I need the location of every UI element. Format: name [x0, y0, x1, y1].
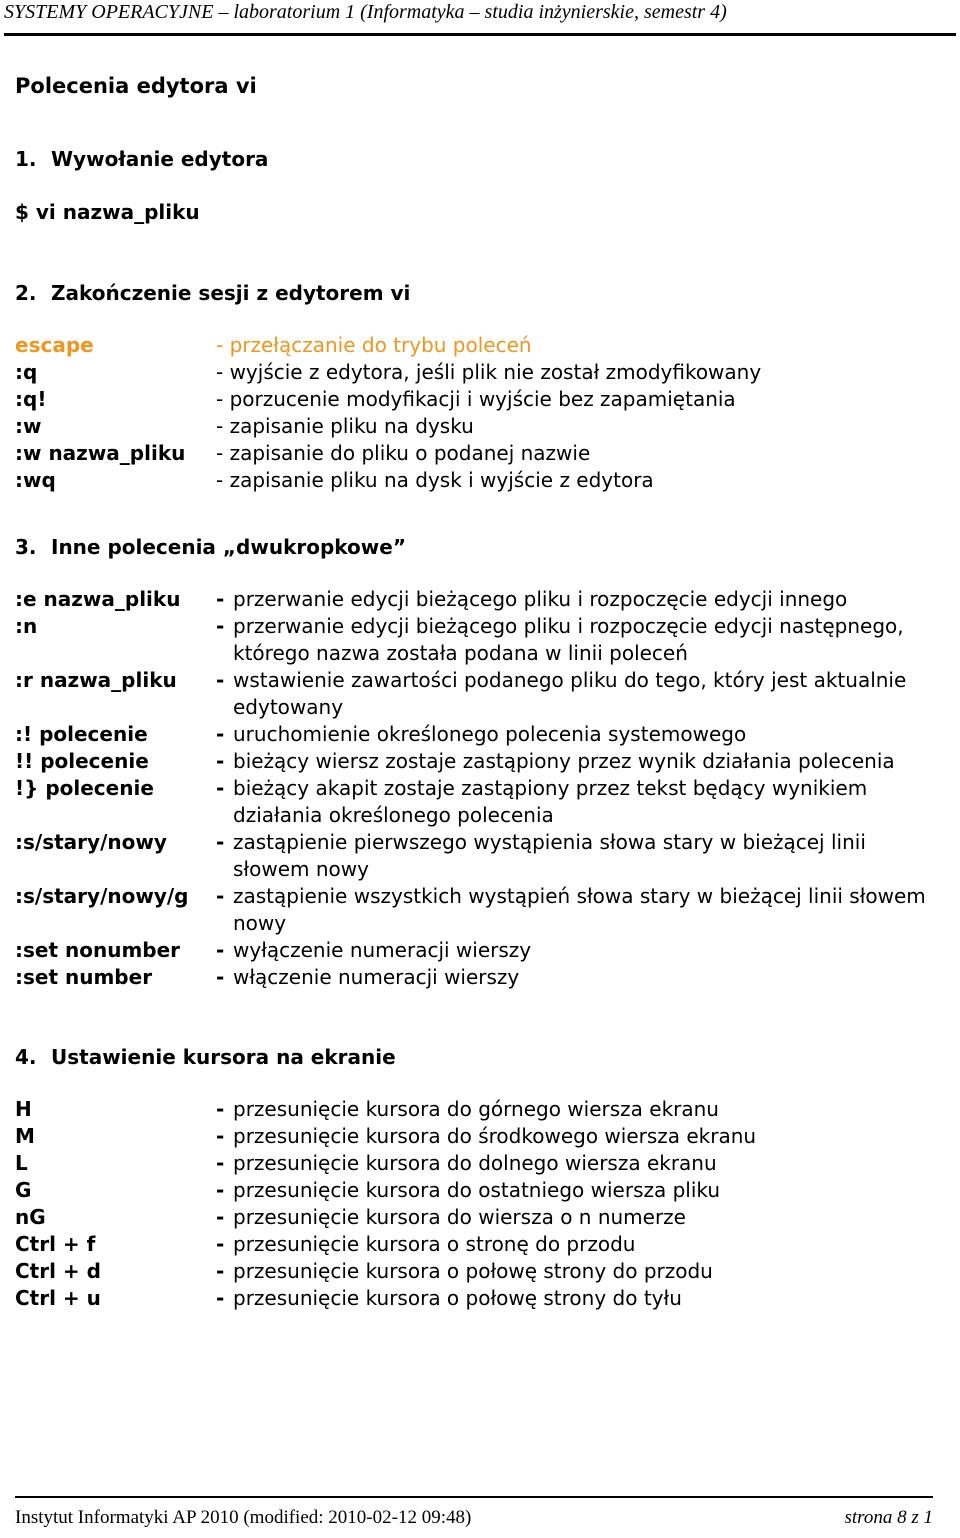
section-2-title: Zakończenie sesji z edytorem vi — [51, 281, 411, 305]
command-row — [15, 359, 955, 386]
command-key: !} polecenie — [15, 776, 154, 800]
description-text: przerwanie edycji bieżącego pliku i rozpoczęcie edycji innego — [233, 587, 848, 611]
description-continuation: działania określonego polecenia — [233, 803, 554, 827]
footer-page-number: strona 8 z 1 — [844, 1507, 933, 1528]
running-header-text: SYSTEMY OPERACYJNE – laboratorium 1 (Informatyka – studia inżynierskie, semestr 4) — [4, 1, 727, 23]
command-row — [15, 667, 955, 721]
command-key: :set number — [15, 965, 153, 989]
description-text: przesunięcie kursora o połowę strony do przodu — [233, 1259, 713, 1283]
section-2-heading — [15, 278, 955, 308]
description-continuation: którego nazwa została podana w linii poleceń — [233, 641, 688, 665]
dash-marker: - — [216, 938, 225, 962]
command-description — [216, 1231, 955, 1258]
dash-marker: - — [216, 1178, 225, 1202]
command-row — [15, 467, 955, 494]
dash-marker: - — [216, 830, 225, 854]
command-row — [15, 721, 955, 748]
section-1-title: Wywołanie edytora — [51, 147, 269, 171]
dash-marker: - — [216, 1205, 225, 1229]
running-header — [4, 0, 956, 36]
dash-marker: - — [216, 776, 225, 800]
command-row — [15, 1177, 955, 1204]
dash-marker: - — [216, 1124, 225, 1148]
command-description — [216, 1096, 955, 1123]
dash-marker: - — [216, 1097, 225, 1121]
description-text: bieżący akapit zostaje zastąpiony przez tekst będący wynikiem — [233, 776, 868, 800]
command-description — [216, 667, 955, 721]
command-description — [216, 829, 955, 883]
command-key: !! polecenie — [15, 749, 149, 773]
command-description — [216, 775, 955, 829]
invoke-command: $ vi nazwa_pliku — [15, 200, 200, 224]
command-description — [216, 1258, 955, 1285]
command-key: Ctrl + d — [15, 1259, 101, 1283]
dash-marker: - — [216, 749, 225, 773]
command-row — [15, 1204, 955, 1231]
command-key: :q! — [15, 387, 47, 411]
command-key: :set nonumber — [15, 938, 181, 962]
section-1-number: 1. — [15, 147, 37, 171]
command-description — [216, 613, 955, 667]
header-rule — [4, 33, 956, 36]
dash-marker: - — [216, 722, 225, 746]
footer-institute: Instytut Informatyki AP 2010 (modified: 2010-02-12 09:48) — [15, 1507, 472, 1528]
command-key: :n — [15, 614, 38, 638]
dash-marker: - — [216, 884, 225, 908]
command-key: :r nazwa_pliku — [15, 668, 177, 692]
section-4-number: 4. — [15, 1045, 37, 1069]
description-text: przesunięcie kursora do dolnego wiersza ekranu — [233, 1151, 717, 1175]
command-row — [15, 829, 955, 883]
command-description — [216, 721, 955, 748]
command-row — [15, 1285, 955, 1312]
command-row — [15, 586, 955, 613]
command-description — [216, 937, 955, 964]
description-text: przerwanie edycji bieżącego pliku i rozpoczęcie edycji następnego, — [233, 614, 904, 638]
command-row — [15, 413, 955, 440]
section-2-list — [15, 332, 955, 494]
command-description — [216, 883, 955, 937]
command-key: L — [15, 1151, 28, 1175]
command-key: M — [15, 1124, 35, 1148]
command-description — [216, 1285, 955, 1312]
command-row — [15, 883, 955, 937]
description-text: przesunięcie kursora o stronę do przodu — [233, 1232, 636, 1256]
description-text: wstawienie zawartości podanego pliku do tego, który jest aktualnie — [233, 668, 907, 692]
command-description — [216, 1177, 955, 1204]
dash-marker: - — [216, 965, 225, 989]
dash-marker: - — [216, 1259, 225, 1283]
command-key: :wq — [15, 468, 56, 492]
command-key: :w nazwa_pliku — [15, 441, 186, 465]
command-description — [216, 748, 955, 775]
dash-marker: - — [216, 668, 225, 692]
section-4-heading — [15, 1042, 955, 1072]
command-key: :s/stary/nowy — [15, 830, 167, 854]
command-row — [15, 1123, 955, 1150]
command-key: Ctrl + f — [15, 1232, 96, 1256]
command-description: - przełączanie do trybu poleceń — [216, 333, 532, 357]
command-row — [15, 613, 955, 667]
description-text: przesunięcie kursora do środkowego wiersza ekranu — [233, 1124, 757, 1148]
command-key: Ctrl + u — [15, 1286, 101, 1310]
command-row — [15, 332, 955, 359]
dash-marker: - — [216, 1232, 225, 1256]
command-description — [216, 1123, 955, 1150]
command-row — [15, 964, 955, 991]
section-2-number: 2. — [15, 281, 37, 305]
command-key: G — [15, 1178, 32, 1202]
command-description — [216, 964, 955, 991]
page-footer — [15, 1496, 933, 1530]
dash-marker: - — [216, 614, 225, 638]
dash-marker: - — [216, 1151, 225, 1175]
command-row — [15, 386, 955, 413]
command-row — [15, 937, 955, 964]
command-row — [15, 1231, 955, 1258]
description-text: przesunięcie kursora do ostatniego wiersza pliku — [233, 1178, 721, 1202]
command-row — [15, 440, 955, 467]
section-4-title: Ustawienie kursora na ekranie — [51, 1045, 396, 1069]
document-body — [15, 68, 955, 1312]
description-text: włączenie numeracji wierszy — [233, 965, 520, 989]
command-description: - porzucenie modyfikacji i wyjście bez zapamiętania — [216, 387, 736, 411]
description-text: zastąpienie pierwszego wystąpienia słowa stary w bieżącej linii — [233, 830, 866, 854]
command-key: :w — [15, 414, 42, 438]
command-description: - wyjście z edytora, jeśli plik nie został zmodyfikowany — [216, 360, 762, 384]
command-description: - zapisanie pliku na dysk i wyjście z edytora — [216, 468, 654, 492]
description-text: wyłączenie numeracji wierszy — [233, 938, 532, 962]
command-row — [15, 1150, 955, 1177]
command-description: - zapisanie do pliku o podanej nazwie — [216, 441, 591, 465]
command-key: :q — [15, 360, 38, 384]
section-3-list — [15, 586, 955, 991]
command-row — [15, 1258, 955, 1285]
command-row — [15, 1096, 955, 1123]
description-text: przesunięcie kursora do wiersza o n numerze — [233, 1205, 686, 1229]
command-key: :s/stary/nowy/g — [15, 884, 189, 908]
description-text: przesunięcie kursora o połowę strony do tyłu — [233, 1286, 682, 1310]
description-text: przesunięcie kursora do górnego wiersza ekranu — [233, 1097, 719, 1121]
description-continuation: edytowany — [233, 695, 344, 719]
command-description — [216, 1204, 955, 1231]
command-key: nG — [15, 1205, 46, 1229]
description-text: bieżący wiersz zostaje zastąpiony przez wynik działania polecenia — [233, 749, 895, 773]
dash-marker: - — [216, 587, 225, 611]
command-description: - zapisanie pliku na dysku — [216, 414, 474, 438]
section-3-number: 3. — [15, 535, 37, 559]
description-continuation: nowy — [233, 911, 287, 935]
command-description — [216, 586, 955, 613]
command-key: H — [15, 1097, 32, 1121]
section-1-heading — [15, 144, 955, 174]
description-text: uruchomienie określonego polecenia systemowego — [233, 722, 747, 746]
command-key: :e nazwa_pliku — [15, 587, 181, 611]
description-text: zastąpienie wszystkich wystąpień słowa stary w bieżącej linii słowem — [233, 884, 926, 908]
command-key: :! polecenie — [15, 722, 148, 746]
section-4-list — [15, 1096, 955, 1312]
command-key: escape — [15, 333, 94, 357]
dash-marker: - — [216, 1286, 225, 1310]
command-row — [15, 775, 955, 829]
command-row — [15, 748, 955, 775]
command-description — [216, 1150, 955, 1177]
document-title: Polecenia edytora vi — [15, 74, 257, 98]
description-continuation: słowem nowy — [233, 857, 369, 881]
section-3-heading — [15, 532, 955, 562]
section-3-title: Inne polecenia „dwukropkowe” — [51, 535, 406, 559]
